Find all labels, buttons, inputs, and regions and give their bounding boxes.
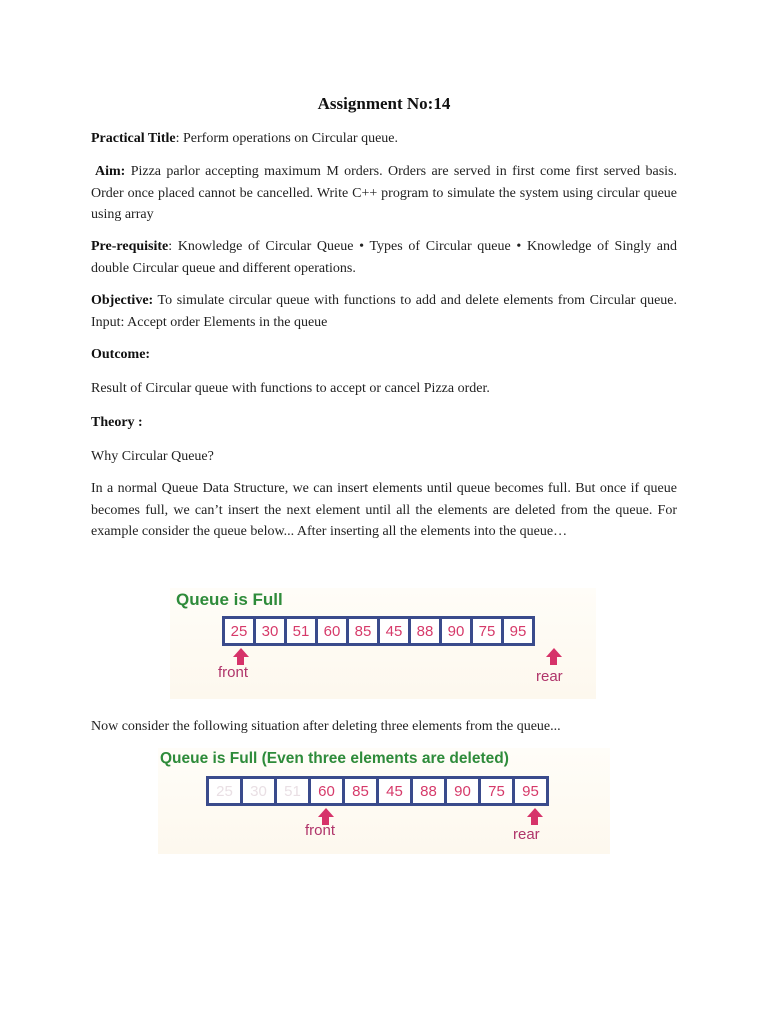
front-arrow-icon: [318, 808, 334, 817]
objective-label: Objective:: [91, 293, 154, 308]
queue-cell: 88: [413, 779, 444, 803]
prerequisite-text: : Knowledge of Circular Queue • Types of Circular queue • Knowledge of Singly and double Circular queue and different operations.: [91, 239, 677, 276]
queue-cell: 90: [447, 779, 478, 803]
queue-cell: 85: [349, 619, 377, 643]
rear-arrow-stem: [531, 817, 538, 825]
queue-cell: 45: [379, 779, 410, 803]
queue-cell: 30: [243, 779, 274, 803]
queue-cell: 25: [209, 779, 240, 803]
rear-arrow-icon: [546, 648, 562, 657]
queue-cell: 90: [442, 619, 470, 643]
after-deletion-text: Now consider the following situation after deleting three elements from the queue...: [91, 719, 561, 734]
queue-cell: 60: [318, 619, 346, 643]
queue-cell: 75: [481, 779, 512, 803]
queue-cell: 75: [473, 619, 501, 643]
aim-paragraph: [91, 161, 677, 226]
objective-paragraph: [91, 290, 677, 333]
queue-cell: 30: [256, 619, 284, 643]
objective-text: To simulate circular queue with functions to add and delete elements from Circular queue. Input: Accept order Elements in the queue: [91, 293, 677, 330]
queue-cell: 60: [311, 779, 342, 803]
why-circular-queue-heading: Why Circular Queue?: [91, 449, 214, 464]
prerequisite-paragraph: [91, 236, 677, 279]
queue-cell: 95: [504, 619, 532, 643]
queue-cell: 85: [345, 779, 376, 803]
assignment-title: Assignment No:14: [317, 94, 451, 113]
outcome-heading: Outcome:: [91, 347, 151, 362]
rear-arrow-icon: [527, 808, 543, 817]
outcome-text: Result of Circular queue with functions to accept or cancel Pizza order.: [91, 381, 490, 396]
aim-text: Pizza parlor accepting maximum M orders. Orders are served in first come first served basis. Order once placed cannot be cancelled. Write C++ program to simulate the system using circular queue using array: [91, 164, 677, 222]
practical-title-text: : Perform operations on Circular queue.: [175, 131, 399, 146]
rear-label: rear: [536, 668, 563, 685]
practical-title-label: Practical Title: [91, 131, 176, 146]
queue-full-after-delete-figure: [158, 748, 610, 854]
queue-cell: 95: [515, 779, 546, 803]
prerequisite-label: Pre-requisite: [91, 239, 169, 254]
front-label: front: [218, 664, 249, 681]
queue-cells: [206, 776, 549, 806]
queue-full-figure: [170, 588, 596, 699]
figure2-title: Queue is Full (Even three elements are deleted): [160, 750, 509, 767]
front-label: front: [305, 822, 336, 839]
figure1-title: Queue is Full: [176, 590, 283, 609]
rear-arrow-stem: [550, 657, 557, 665]
aim-label: Aim:: [95, 164, 126, 179]
queue-cells: [222, 616, 535, 646]
front-arrow-icon: [233, 648, 249, 657]
practical-title-paragraph: [91, 128, 677, 150]
theory-paragraph: In a normal Queue Data Structure, we can insert elements until queue becomes full. But once if queue becomes full, we can’t insert the next element until all the elements are deleted from the queue. For example consider the queue below... After inserting all the elements into the queue…: [91, 481, 677, 539]
queue-cell: 51: [277, 779, 308, 803]
queue-cell: 25: [225, 619, 253, 643]
queue-cell: 51: [287, 619, 315, 643]
theory-heading: Theory :: [91, 415, 143, 430]
rear-label: rear: [513, 826, 540, 843]
queue-cell: 88: [411, 619, 439, 643]
queue-cell: 45: [380, 619, 408, 643]
